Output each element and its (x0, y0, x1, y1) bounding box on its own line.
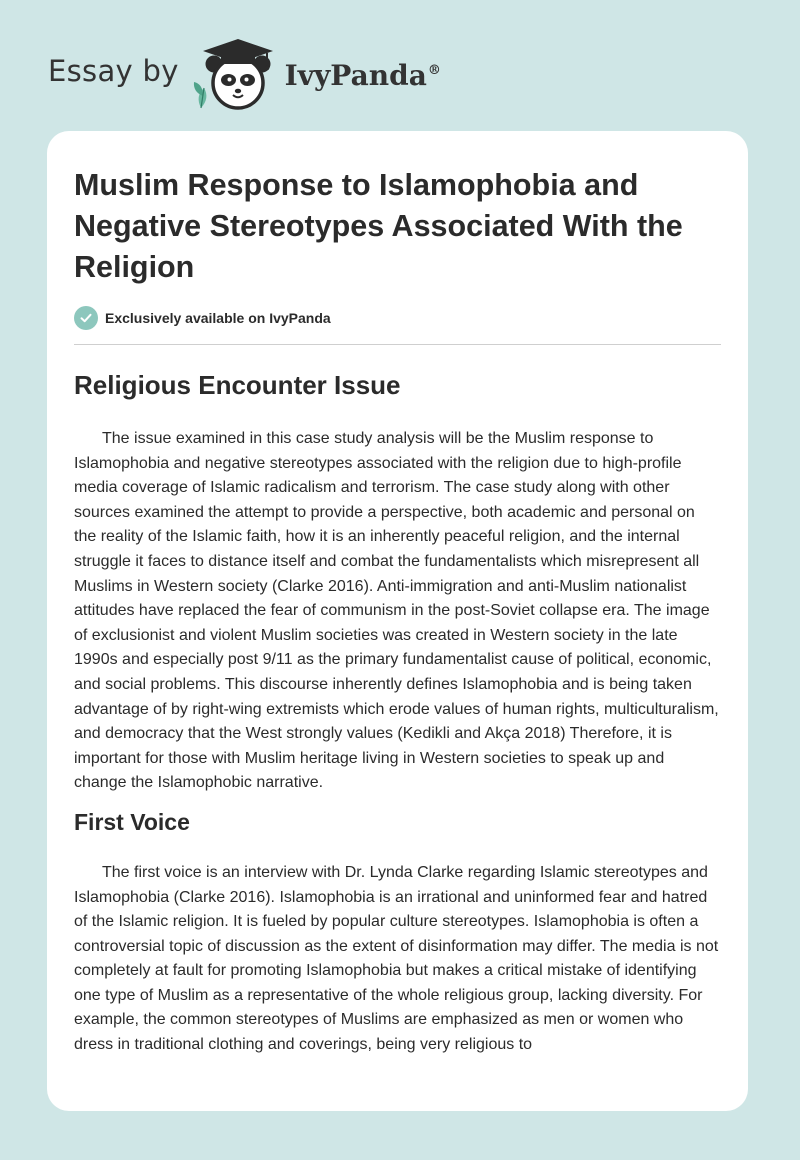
brand-name: IvyPanda® (284, 58, 441, 92)
section-paragraph-first-voice: The first voice is an interview with Dr. Lynda Clarke regarding Islamic stereotypes and Islamophobia (Clarke 2016). Islamophobia is an irrational and uninformed fear and hatred of the Islamic religion. It is fueled by popular culture stereotypes. Islamophobia is often a controversial topic of discussion as the extent of disinformation may differ. The media is not completely at fault for promoting Islamophobia but makes a critical mistake of identifying one type of Muslim as a representative of the whole religious group, lacking diversity. For example, the common stereotypes of Muslims are emphasized as men or women who dress in traditional clothing and coverings, being very religious to (74, 863, 719, 1054)
brand-header[interactable] (48, 34, 441, 112)
check-circle-icon (74, 306, 98, 330)
section-heading-religious-encounter: Religious Encounter Issue (74, 370, 401, 400)
divider (74, 344, 721, 345)
page-title: Muslim Response to Islamophobia and Negative Stereotypes Associated With the Religion (74, 168, 683, 284)
section-heading-first-voice: First Voice (74, 808, 190, 835)
brand-prefix: Essay by (48, 54, 179, 88)
panda-logo-icon (193, 34, 283, 112)
exclusive-badge (74, 305, 721, 331)
registered-mark: ® (427, 63, 441, 79)
article-card (47, 131, 748, 1111)
exclusive-label: Exclusively available on IvyPanda (105, 310, 331, 326)
section-paragraph-religious-encounter: The issue examined in this case study analysis will be the Muslim response to Islamophobia and negative stereotypes associated with the religion due to high-profile media coverage of Islamic radicalism and terrorism. The case study along with other sources examined the attempt to provide a perspective, both academic and personal on the reality of the Islamic faith, how it is an inherently peaceful religion, and the internal struggle it faces to distance itself and combat the fundamentalists which misrepresent all Muslims in Western society (Clarke 2016). Anti-immigration and anti-Muslim nationalist attitudes have replaced the fear of communism in the post-Soviet collapse era. The image of exclusionist and violent Muslim societies was created in Western society in the late 1990s and especially post 9/11 as the primary fundamentalist cause of political, economic, and social problems. This discourse inherently defines Islamophobia and is being taken advantage of by right-wing extremists which erode values of human rights, multiculturalism, and democracy that the West strongly values (Kedikli and Akça 2018) Therefore, it is important for those with Muslim heritage living in Western societies to speak up and change the Islamophobic narrative. (74, 430, 719, 792)
